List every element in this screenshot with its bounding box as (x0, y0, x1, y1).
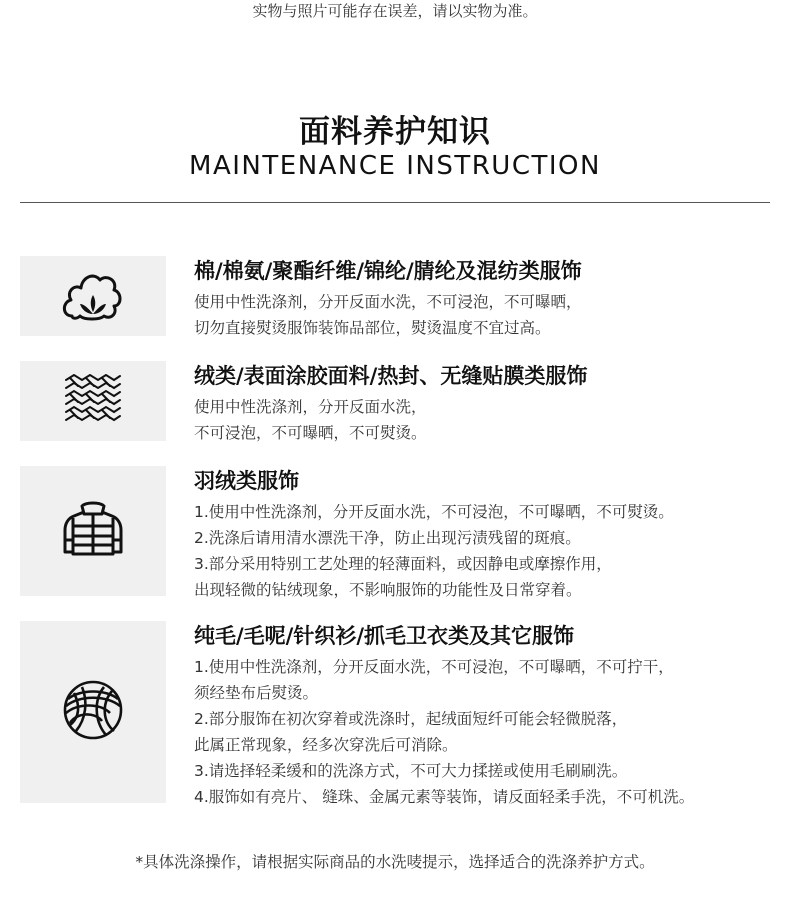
care-line: 3.请选择轻柔缓和的洗涤方式，不可大力揉搓或使用毛刷刷洗。 (194, 762, 628, 780)
icon-panel (20, 621, 166, 803)
page-title: 面料养护知识 (299, 114, 491, 150)
icon-panel (20, 256, 166, 336)
care-line: 切勿直接熨烫服饰装饰品部位，熨烫温度不宜过高。 (194, 319, 551, 337)
bottom-footnote: *具体洗涤操作，请根据实际商品的水洗唛提示，选择适合的洗涤养护方式。 (135, 853, 655, 871)
section-title: 羽绒类服饰 (194, 469, 299, 493)
wool-ball-icon (60, 679, 126, 745)
down-jacket-icon (62, 500, 124, 562)
page-subtitle: MAINTENANCE INSTRUCTION (189, 151, 601, 181)
weave-icon (63, 374, 123, 428)
care-line: 须经垫布后熨烫。 (194, 684, 319, 702)
care-line: 出现轻微的钻绒现象，不影响服饰的功能性及日常穿着。 (194, 581, 582, 599)
care-line: 2.洗涤后请用清水漂洗干净，防止出现污渍残留的斑痕。 (194, 529, 581, 547)
care-line: 1.使用中性洗涤剂，分开反面水洗，不可浸泡，不可曝晒，不可熨烫。 (194, 503, 674, 521)
icon-panel (20, 361, 166, 441)
care-line: 4.服饰如有亮片、 缝珠、金属元素等装饰，请反面轻柔手洗，不可机洗。 (194, 788, 695, 806)
care-line: 不可浸泡，不可曝晒，不可熨烫。 (194, 424, 427, 442)
title-divider (20, 202, 770, 203)
care-line: 使用中性洗涤剂，分开反面水洗，不可浸泡，不可曝晒， (194, 293, 582, 311)
care-line: 此属正常现象，经多次穿洗后可消除。 (194, 736, 458, 754)
care-line: 1.使用中性洗涤剂，分开反面水洗，不可浸泡，不可曝晒，不可拧干， (194, 658, 674, 676)
cotton-icon (60, 266, 126, 326)
section-title: 绒类/表面涂胶面料/热封、无缝贴膜类服饰 (194, 364, 588, 388)
section-title: 纯毛/毛呢/针织衫/抓毛卫衣类及其它服饰 (194, 624, 575, 648)
section-title: 棉/棉氨/聚酯纤维/锦纶/腈纶及混纺类服饰 (194, 259, 582, 283)
top-disclaimer: 实物与照片可能存在误差，请以实物为准。 (252, 2, 538, 20)
icon-panel (20, 466, 166, 596)
care-line: 2.部分服饰在初次穿着或洗涤时，起绒面短纤可能会轻微脱落， (194, 710, 628, 728)
care-line: 3.部分采用特别工艺处理的轻薄面料，或因静电或摩擦作用， (194, 555, 612, 573)
care-line: 使用中性洗涤剂，分开反面水洗， (194, 398, 427, 416)
